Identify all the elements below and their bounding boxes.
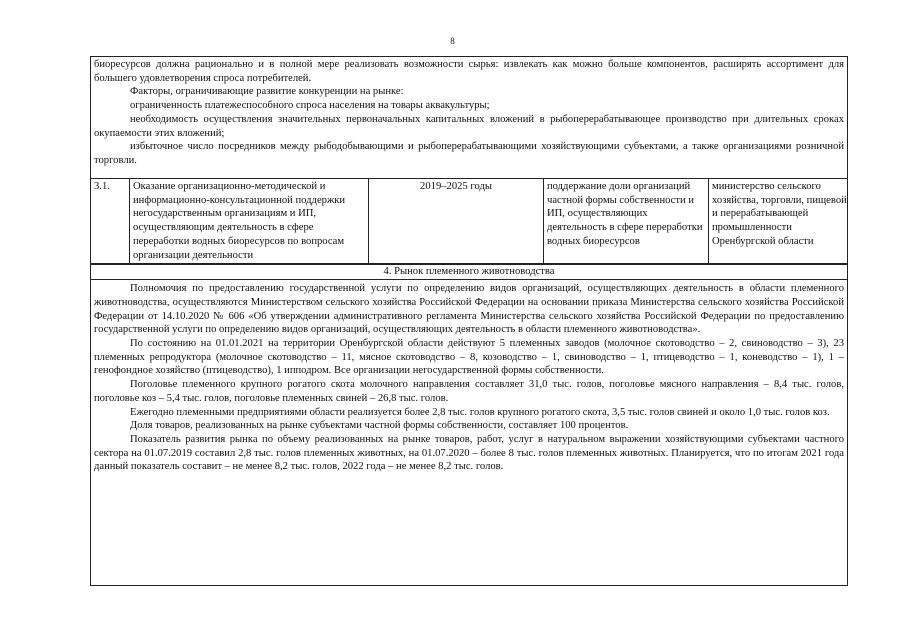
paragraph: Поголовье племенного крупного рогатого скота молочного направления составляет 31,0 тыс. голов, поголовье мясного направления – 8,4 тыс. голов, поголовье коз – 5,4 тыс. голов, поголовье племенных свиней – 26,8 тыс. голов. xyxy=(94,379,844,404)
measure-result: поддержание доли организаций частной формы собственности и ИП, осуществляющих деятельность в сфере переработки водных биоресурсов xyxy=(544,179,709,264)
measure-table xyxy=(90,178,848,264)
intro-text xyxy=(91,57,847,178)
paragraph: необходимость осуществления значительных первоначальных капитальных вложений в рыбоперерабатывающее производство при длительных сроках окупаемости этих вложений; xyxy=(94,113,844,139)
measure-executor: министерство сельского хозяйства, торговли, пищевой и перерабатывающей промышленности Оренбургской области xyxy=(709,179,849,264)
paragraph: биоресурсов должна рационально и в полной мере реализовать возможности сырья: извлекать как можно больше компонентов, расширять ассортимент для большего удовлетворения спроса потребителей. xyxy=(94,59,844,84)
paragraph: Доля товаров, реализованных на рынке субъектами частной формы собственности, составляет 100 процентов. xyxy=(130,420,629,432)
paragraph: Показатель развития рынка по объему реализованных на рынке товаров, работ, услуг в натуральном выражении хозяйствующими субъектами частного сектора на 01.07.2019 составил 2,8 тыс. голов племенных животных, на 01.07.2020 – более 8 тыс. голов племенных животных. Планируется, что по итогам 2021 года данный показатель составит – не менее 8,2 тыс. голов, 2022 года – не менее 8,2 тыс. голов. xyxy=(94,433,844,473)
paragraph: ограниченность платежеспособного спроса населения на товары аквакультуры; xyxy=(130,100,490,112)
measure-number: 3.1. xyxy=(91,179,130,264)
measure-period: 2019–2025 годы xyxy=(369,179,544,264)
table-row xyxy=(91,179,849,264)
section-title: 4. Рынок племенного животноводства xyxy=(91,264,847,280)
measure-name: Оказание организационно-методической и информационно-консультационной поддержки негосударственным организациям и ИП, осуществляющим деятельность в сфере переработки водных биоресурсов по вопросам организации деятельности xyxy=(130,179,369,264)
paragraph: избыточное число посредников между рыбодобывающими и рыбоперерабатывающими хозяйствующими субъектами, а также организациями розничной торговли. xyxy=(94,141,844,166)
paragraph: По состоянию на 01.01.2021 на территории Оренбургской области действуют 5 племенных заводов (молочное скотоводство – 2, свиноводство – 3), 23 племенных репродуктора (молочное скотоводство – 11, мясное скотоводство – 8, козоводство – 1, свиноводство – 1, птицеводство – 1, коневодство – 1), 1 – генофондное хозяйство (птицеводство), 1 ипподром. Все организации негосударственной формы собственности. xyxy=(94,338,844,377)
document-frame xyxy=(90,56,848,586)
paragraph: Полномочия по предоставлению государственной услуги по определению видов организаций, осуществляющих деятельность в области племенного животноводства, осуществляются Министерством сельского хозяйства Российской Федерации на основании приказа Министерства сельского хозяйства Российской Федерации от 14.10.2020 № 606 «Об утверждении административного регламента Министерства сельского хозяйства Российской Федерации по предоставлению государственной услуги по определению видов организаций, осуществляющих деятельность в области племенного животноводства». xyxy=(94,283,844,336)
paragraph: Факторы, ограничивающие развитие конкуренции на рынке: xyxy=(130,86,404,98)
paragraph: Ежегодно племенными предприятиями области реализуется более 2,8 тыс. голов крупного рогатого скота, 3,5 тыс. голов свиней и около 1,0 тыс. голов коз. xyxy=(130,406,830,418)
page-number: 8 xyxy=(450,36,455,46)
section-body xyxy=(91,280,847,474)
